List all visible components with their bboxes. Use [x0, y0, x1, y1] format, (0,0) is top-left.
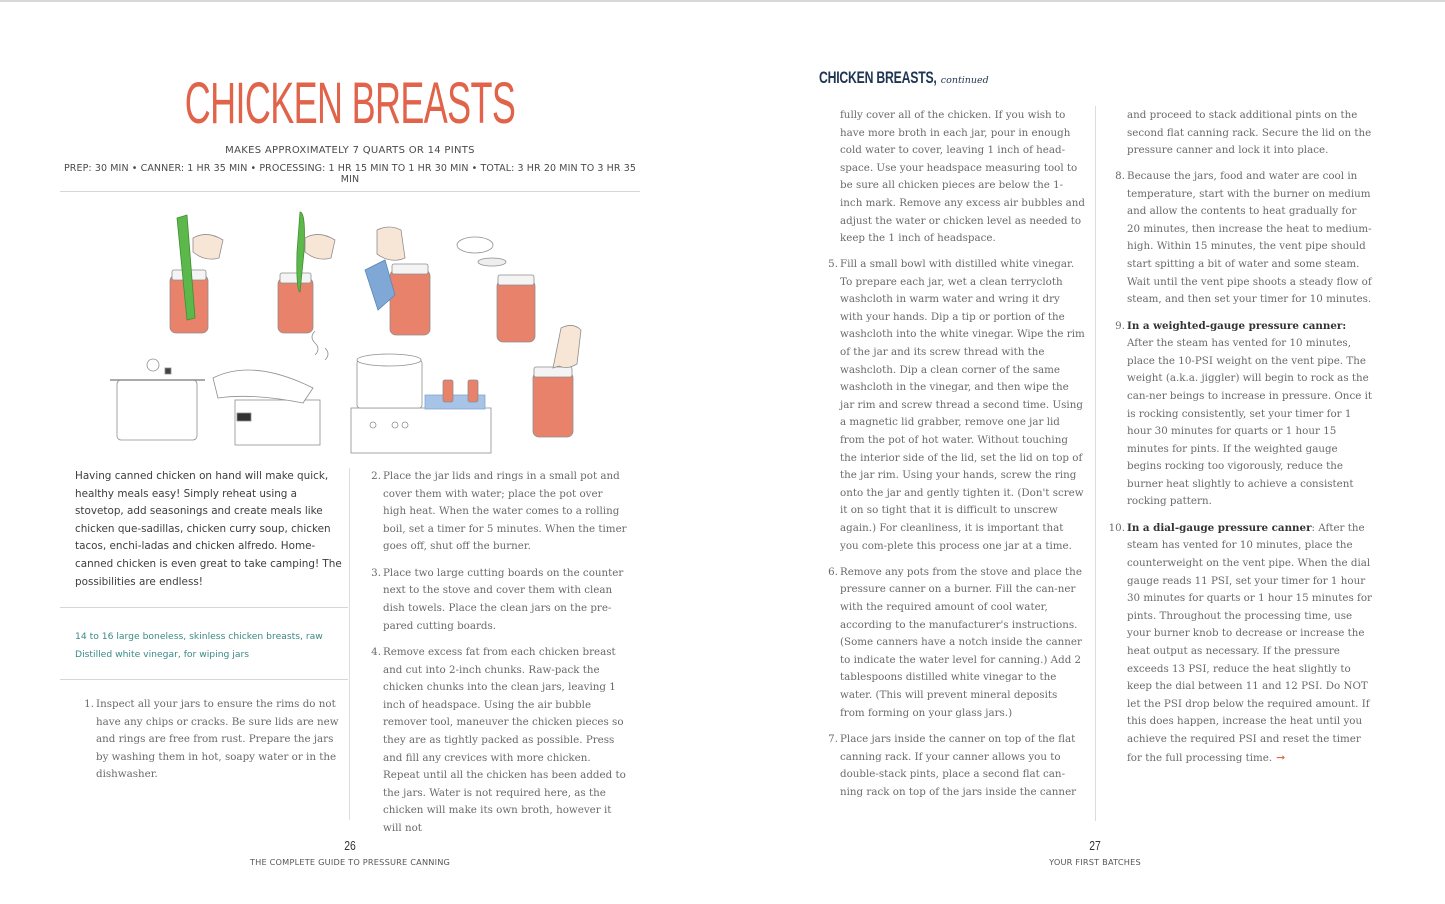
step-lead: In a dial-gauge pressure canner [1127, 521, 1312, 534]
left-page [0, 0, 700, 904]
recipe-title: CHICKEN BREASTS [184, 71, 516, 136]
running-footer: YOUR FIRST BATCHES [1049, 857, 1141, 867]
jar-testing-seal-icon [533, 325, 581, 437]
step-number: 5. [828, 258, 838, 270]
continued-heading-title: CHICKEN BREASTS, [819, 68, 937, 87]
column-divider [1095, 106, 1096, 821]
ingredient-item: 14 to 16 large boneless, skinless chicken breasts, raw [75, 631, 323, 642]
recipe-intro: Having canned chicken on hand will make quick, healthy meals easy! Simply reheat using a stovetop, add seasonings and create meals like chicken que-sadillas, chicken curry soup, chicken tacos, enchi-ladas and chicken alfredo. Home-canned chicken is even great to take camping! The possibilities are endless! [75, 470, 342, 588]
continued-text: fully cover all of the chicken. If you wish to have more broth in each jar, pour in enough cold water to cover, leaving 1 inch of head-space. Use your headspace measuring tool to be sure all chicken pieces are below the 1-inch mark. Remove any excess air bubbles and adjust the water or chicken level as needed to keep the 1 inch of headspace. [840, 109, 1086, 245]
step-number: 7. [828, 733, 838, 746]
step-item [828, 256, 1085, 555]
step-number: 6. [828, 565, 838, 578]
step-item [371, 565, 628, 635]
step-number: 2. [371, 470, 381, 482]
step-text: Because the jars, food and water are cool in temperature, start with the burner on medium and allow the contents to heat gradually for 20 minutes, then increase the heat to medium-high. Within 15 minutes, the vent pipe should start spitting a bit of water and some steam. Wait until the vent pipe shoots a steady flow of steam, and then set your timer for 10 minutes. [1127, 170, 1372, 306]
step-item [1108, 520, 1372, 767]
step-text: Remove any pots from the stove and place the pressure canner on a burner. Fill the can-ner with the required amount of cool water, according to the manufacturer's instructions. (Some canners have a notch inside the canner to indicate the water level for canning.) Add 2 tablespoons distilled white vinegar to the water. (This will prevent mineral deposits from forming on your glass jars.) [840, 565, 1082, 719]
step-text: Fill a small bowl with distilled white vinegar. To prepare each jar, wet a clean terrycloth washcloth in warm water and wring it dry with your hands. Dip a tip or portion of the washcloth into the white vinegar. Wipe the rim of the jar and its screw thread with the washcloth. Dip a clean corner of the same washcloth in the vinegar, and then wipe the jar rim and screw thread a second time. Using a magnetic lid grabber, remove one jar lid from the pot of hot water. Without touching the interior side of the lid, set the lid on top of the jar rim. Using your hands, screw the ring onto the jar and gently tighten it. (Don't screw it on so tight that it is difficult to unscrew again.) For cleanliness, it is important that you com-plete this process one jar at a time. [840, 258, 1085, 552]
jar-with-headspace-tool-icon [170, 215, 223, 333]
steps-list [828, 256, 1085, 810]
continued-heading-sub: continued [940, 75, 989, 86]
step-number: 9. [1115, 319, 1125, 332]
step-item [371, 644, 628, 838]
continued-heading [819, 68, 989, 88]
ingredients-list [75, 628, 343, 663]
divider [60, 191, 640, 192]
step-text: Place jars inside the canner on top of the flat canning rack. If your canner allows you to double-stack pints, place a second flat can-ning rack on top of the jars inside the canner [840, 733, 1077, 798]
column-divider [349, 468, 350, 820]
steps-list [84, 696, 341, 793]
step-lead: In a weighted-gauge pressure canner: [1127, 319, 1347, 332]
step-text: Place the jar lids and rings in a small pot and cover them with water; place the pot over high heat. When the water comes to a rolling boil, set a timer for 5 minutes. When the timer goes off, shut off the burner. [383, 470, 627, 553]
step-number: 4. [371, 645, 381, 658]
step-number: 10. [1108, 521, 1125, 534]
canning-steps-illustration [95, 200, 605, 455]
step-item [828, 731, 1085, 801]
jar-wiping-rim-icon [365, 227, 430, 335]
jar-with-bubble-remover-icon [278, 212, 335, 333]
recipe-yield: MAKES APPROXIMATELY 7 QUARTS OR 14 PINTS [225, 145, 475, 156]
divider [60, 607, 348, 608]
step-item [828, 564, 1085, 722]
page-number: 27 [1089, 838, 1101, 853]
continue-arrow-icon: ➞ [1276, 750, 1286, 764]
stovetop-with-canner-icon [351, 354, 491, 453]
steps-list [1108, 168, 1373, 776]
jar-lid-and-ring-icon [457, 237, 535, 342]
ingredient-item: Distilled white vinegar, for wiping jars [75, 648, 250, 660]
step-item [1115, 318, 1373, 512]
running-footer: THE COMPLETE GUIDE TO PRESSURE CANNING [249, 857, 451, 867]
opening-canner-lid-icon [213, 331, 328, 445]
step-text: Place two large cutting boards on the counter next to the stove and cover them with clean dish towels. Place the clean jars on the pre-pared cutting boards. [383, 566, 624, 632]
step-text: After the steam has vented for 10 minutes, place the 10-PSI weight on the vent pipe. The weight (a.k.a. jiggler) will begin to rock as the can-ner beings to increase in pressure. Once it is rocking consistently, set your timer for 1 hour 30 minutes for quarts or 1 hour 15 minutes for pints. If the weighted gauge begins rocking too vigorously, reduce the burner heat slightly to achieve a consistent rocking pattern. [1127, 337, 1373, 508]
step-text: Remove excess fat from each chicken breast and cut into 2-inch chunks. Raw-pack the chicken chunks into the clean jars, leaving 1 inch of headspace. Using the air bubble remover tool, maneuver the chicken pieces so they are as tightly packed as possible. Press and fill any crevices with more chicken. Repeat until all the chicken has been added to the jars. Water is not required here, as the chicken will make its own broth, however it will not [383, 645, 626, 834]
step-item [371, 468, 628, 556]
page-number: 26 [344, 838, 356, 853]
step-item [1115, 168, 1372, 309]
continued-text: and proceed to stack additional pints on the second flat canning rack. Secure the lid on the pressure canner and lock it into place. [1127, 109, 1372, 157]
pressure-canner-icon [110, 359, 205, 440]
step-item [84, 696, 341, 784]
step-number: 1. [84, 698, 94, 710]
divider [60, 679, 348, 680]
step-text: : After the steam has vented for 10 minutes, place the counterweight on the vent pipe. When the dial gauge reads 11 PSI, set your timer for 1 hour 30 minutes for quarts or 1 hour 15 minutes for pints. Throughout the processing time, use your burner knob to decrease or increase the heat output as necessary. If the pressure exceeds 13 PSI, reduce the heat slightly to keep the dial between 11 and 12 PSI. Do NOT let the PSI drop below the required amount. If this does happen, increase the heat until you achieve the required PSI and reset the timer for the full processing time. [1127, 521, 1372, 764]
steps-list [371, 468, 628, 846]
step-number: 8. [1115, 170, 1125, 182]
right-page [722, 0, 1445, 904]
recipe-times: PREP: 30 MIN • CANNER: 1 HR 35 MIN • PROCESSING: 1 HR 15 MIN TO 1 HR 30 MIN • TOTAL: 3 HR 20 MIN TO 3 HR 35 MIN [63, 163, 637, 185]
step-number: 3. [371, 566, 381, 579]
step-text: Inspect all your jars to ensure the rims do not have any chips or cracks. Be sure lids are new and rings are free from rust. Prepare the jars by washing them in hot, soapy water or in the dishwasher. [96, 698, 339, 781]
